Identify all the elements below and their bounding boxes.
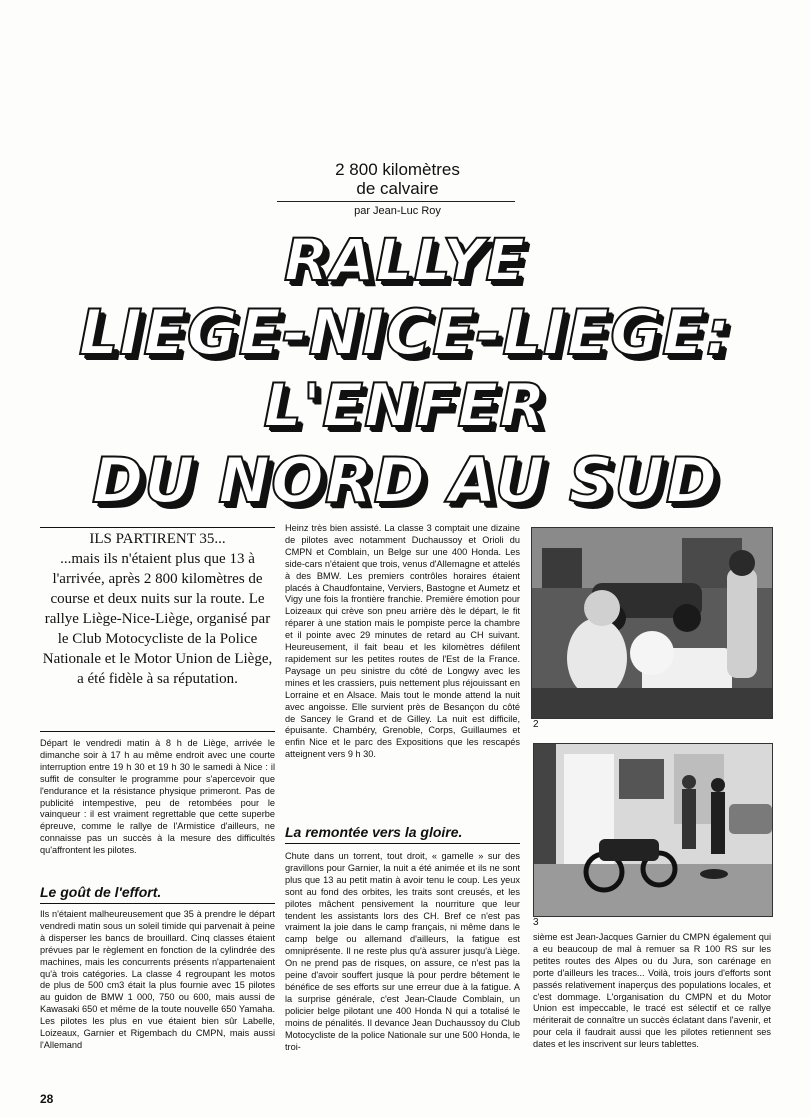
column-3-text: sième est Jean-Jacques Garnier du CMPN également qui a eu beaucoup de mal à remuer sa R 100 RS sur les petites routes des Alpes ou du Jura, son carénage en porte d'ailleurs les traces... Voilà, trois jours d'efforts sont passés relativement inaperçus des populations locales, et c'est dommage. L'organisation du CMPN et du Motor Union est impeccable, le tracé est sélectif et ce rallye mériterait de connaître un succès éclatant dans l'avenir, et pour cela il faudrait aussi que les pilotes retiennent ses dates et les inscrivent sur leurs tablettes. (533, 932, 771, 1050)
section-heading-2: La remontée vers la gloire. (285, 824, 463, 840)
headline-line-3: L'ENFER (263, 371, 547, 441)
photo-caption-2: 2 (533, 719, 539, 730)
section-2-text: Chute dans un torrent, tout droit, « gamelle » sur des gravillons pour Garnier, la nuit a été animée et ils ne sont plus que 13 au petit matin à avoir tenu le coup. Les yeux sont au fond des orbites, les traits sont creusés, et les pilotes mâchent pensivement la nourriture que leur tendent les assistants lors des CH. Bref ce n'est pas vraiment la joie dans le camp français, ni même dans le camp belge ou allemand d'ailleurs, la fatigue est omniprésente. Il ne reste plus qu'à assurer jusqu'à Liège. On ne prend pas de risques, on assure, ce n'est pas la peine d'avoir souffert jusque là pour perdre bêtement le bénéfice de ses efforts sur une erreur due à la fatigue. A la surprise générale, c'est Jean-Claude Comblain, un policier belge pilotant une 400 Honda N qui a totalisé le moins de pénalités. Il devance Jean Duchaussoy du Club Motocycliste de la police Nationale sur une 500 Honda, le troi- (285, 851, 520, 1052)
lead-box (40, 527, 275, 689)
intro-paragraph: Départ le vendredi matin à 8 h de Liège, arrivée le dimanche soir à 17 h au même endroit avec une courte interruption entre 19 h 30 et 19 h 30 le samedi à Nice : il suffit de consulter le programme pour s'apercevoir que l'endurance et la résistance physique primeront. Pas de publicité intempestive, peu de retombées pour le vainqueur : il est vraiment regrettable que cette superbe épreuve, comme le rallye de l'Armistice d'ailleurs, ne connaisse pas un succès à la mesure des difficultés qu'affrontent les pilotes. (40, 738, 275, 856)
kicker (280, 160, 515, 198)
headline-line-1: RALLYE (283, 226, 527, 294)
section-heading-1: Le goût de l'effort. (40, 884, 162, 900)
section-rule-2 (285, 843, 520, 844)
photo-1-illustration (532, 528, 772, 718)
lead-rule-bottom (40, 731, 275, 732)
section-1-text: Ils n'étaient malheureusement que 35 à prendre le départ vendredi matin sous un soleil timide qui parvenait à peine à disperser les bancs de brouillard. Cinq classes étaient prévues par le règlement en fonction de la cylindrée des machines, mais les concurrents présents n'appartenaient qu'à trois catégories. La classe 4 regroupant les motos de plus de 500 cm3 était la plus fournie avec 15 pilotes au guidon de BMW 1 000, 750 ou 600, mais aussi de Kawasaki 650 et même de la toute nouvelle 650 Yamaha. Les pilotes les plus en vue étaient bien sûr Labelle, Loizeaux, Garnier et Rigembach du CMPN, mais aussi l'Allemand (40, 909, 275, 1050)
kicker-rule (277, 201, 515, 202)
photo-motorcyclists-at-station (531, 527, 773, 719)
byline: par Jean-Luc Roy (354, 205, 441, 217)
column-2-text: Heinz très bien assisté. La classe 3 comptait une dizaine de pilotes avec notamment Duchaussoy et Orioli du CMPN et Comblain, un Belge sur une 400 Honda. Les side-cars n'étaient que trois, venus d'Allemagne et attelés à des BMW. Les premiers contrôles horaires étaient placés à Chaudfontaine, Verviers, Bastogne et Aumetz et Vigy une fois la frontière franchie. Première émotion pour Loizeaux qui crève son pneu arrière dès le départ, le fit réparer à une station mais le pompiste perce la chambre et il pointe avec 29 minutes de retard au CH suivant. Heureusement, il fait beau et les kilomètres défilent rapidement sur les petites routes de l'Est de la France. Paysage un peu sinistre du côté de Longwy avec les mines et les crassiers, puis nettement plus réjouissant en Lorraine et en Alsace. Mais tout le monde attend la nuit avec angoisse. Elle survient près de Besançon du côté de Sancey le Grand et de Gilley. La nuit est difficile, épuisante. Chambéry, Grenoble, Corps, Guillaumes et enfin Nice et le parc des Expositions que les rescapés atteignent vers 9 h 30. (285, 523, 520, 760)
page-number: 28 (40, 1092, 54, 1106)
lead-text: ...mais ils n'étaient plus que 13 à l'arrivée, après 2 800 kilomètres de course et deux nuits sur la route. Le rallye Liège-Nice-Liège, organisé par le Club Motocycliste de la Police Nationale et le Motor Union de Liège, a été fidèle à sa réputation. (42, 551, 273, 687)
photo-2-illustration (534, 744, 772, 916)
photo-motorcycle-garage (533, 743, 773, 917)
kicker-line-1: 2 800 kilomètres (335, 160, 460, 179)
headline-line-2: LIEGE-NICE-LIEGE: (78, 296, 732, 369)
lead-heading: ILS PARTIRENT 35... (89, 531, 226, 547)
kicker-line-2: de calvaire (356, 179, 439, 198)
section-rule-1 (40, 903, 275, 904)
photo-caption-3: 3 (533, 917, 539, 928)
headline-line-4: DU NORD AU SUD (91, 444, 719, 517)
